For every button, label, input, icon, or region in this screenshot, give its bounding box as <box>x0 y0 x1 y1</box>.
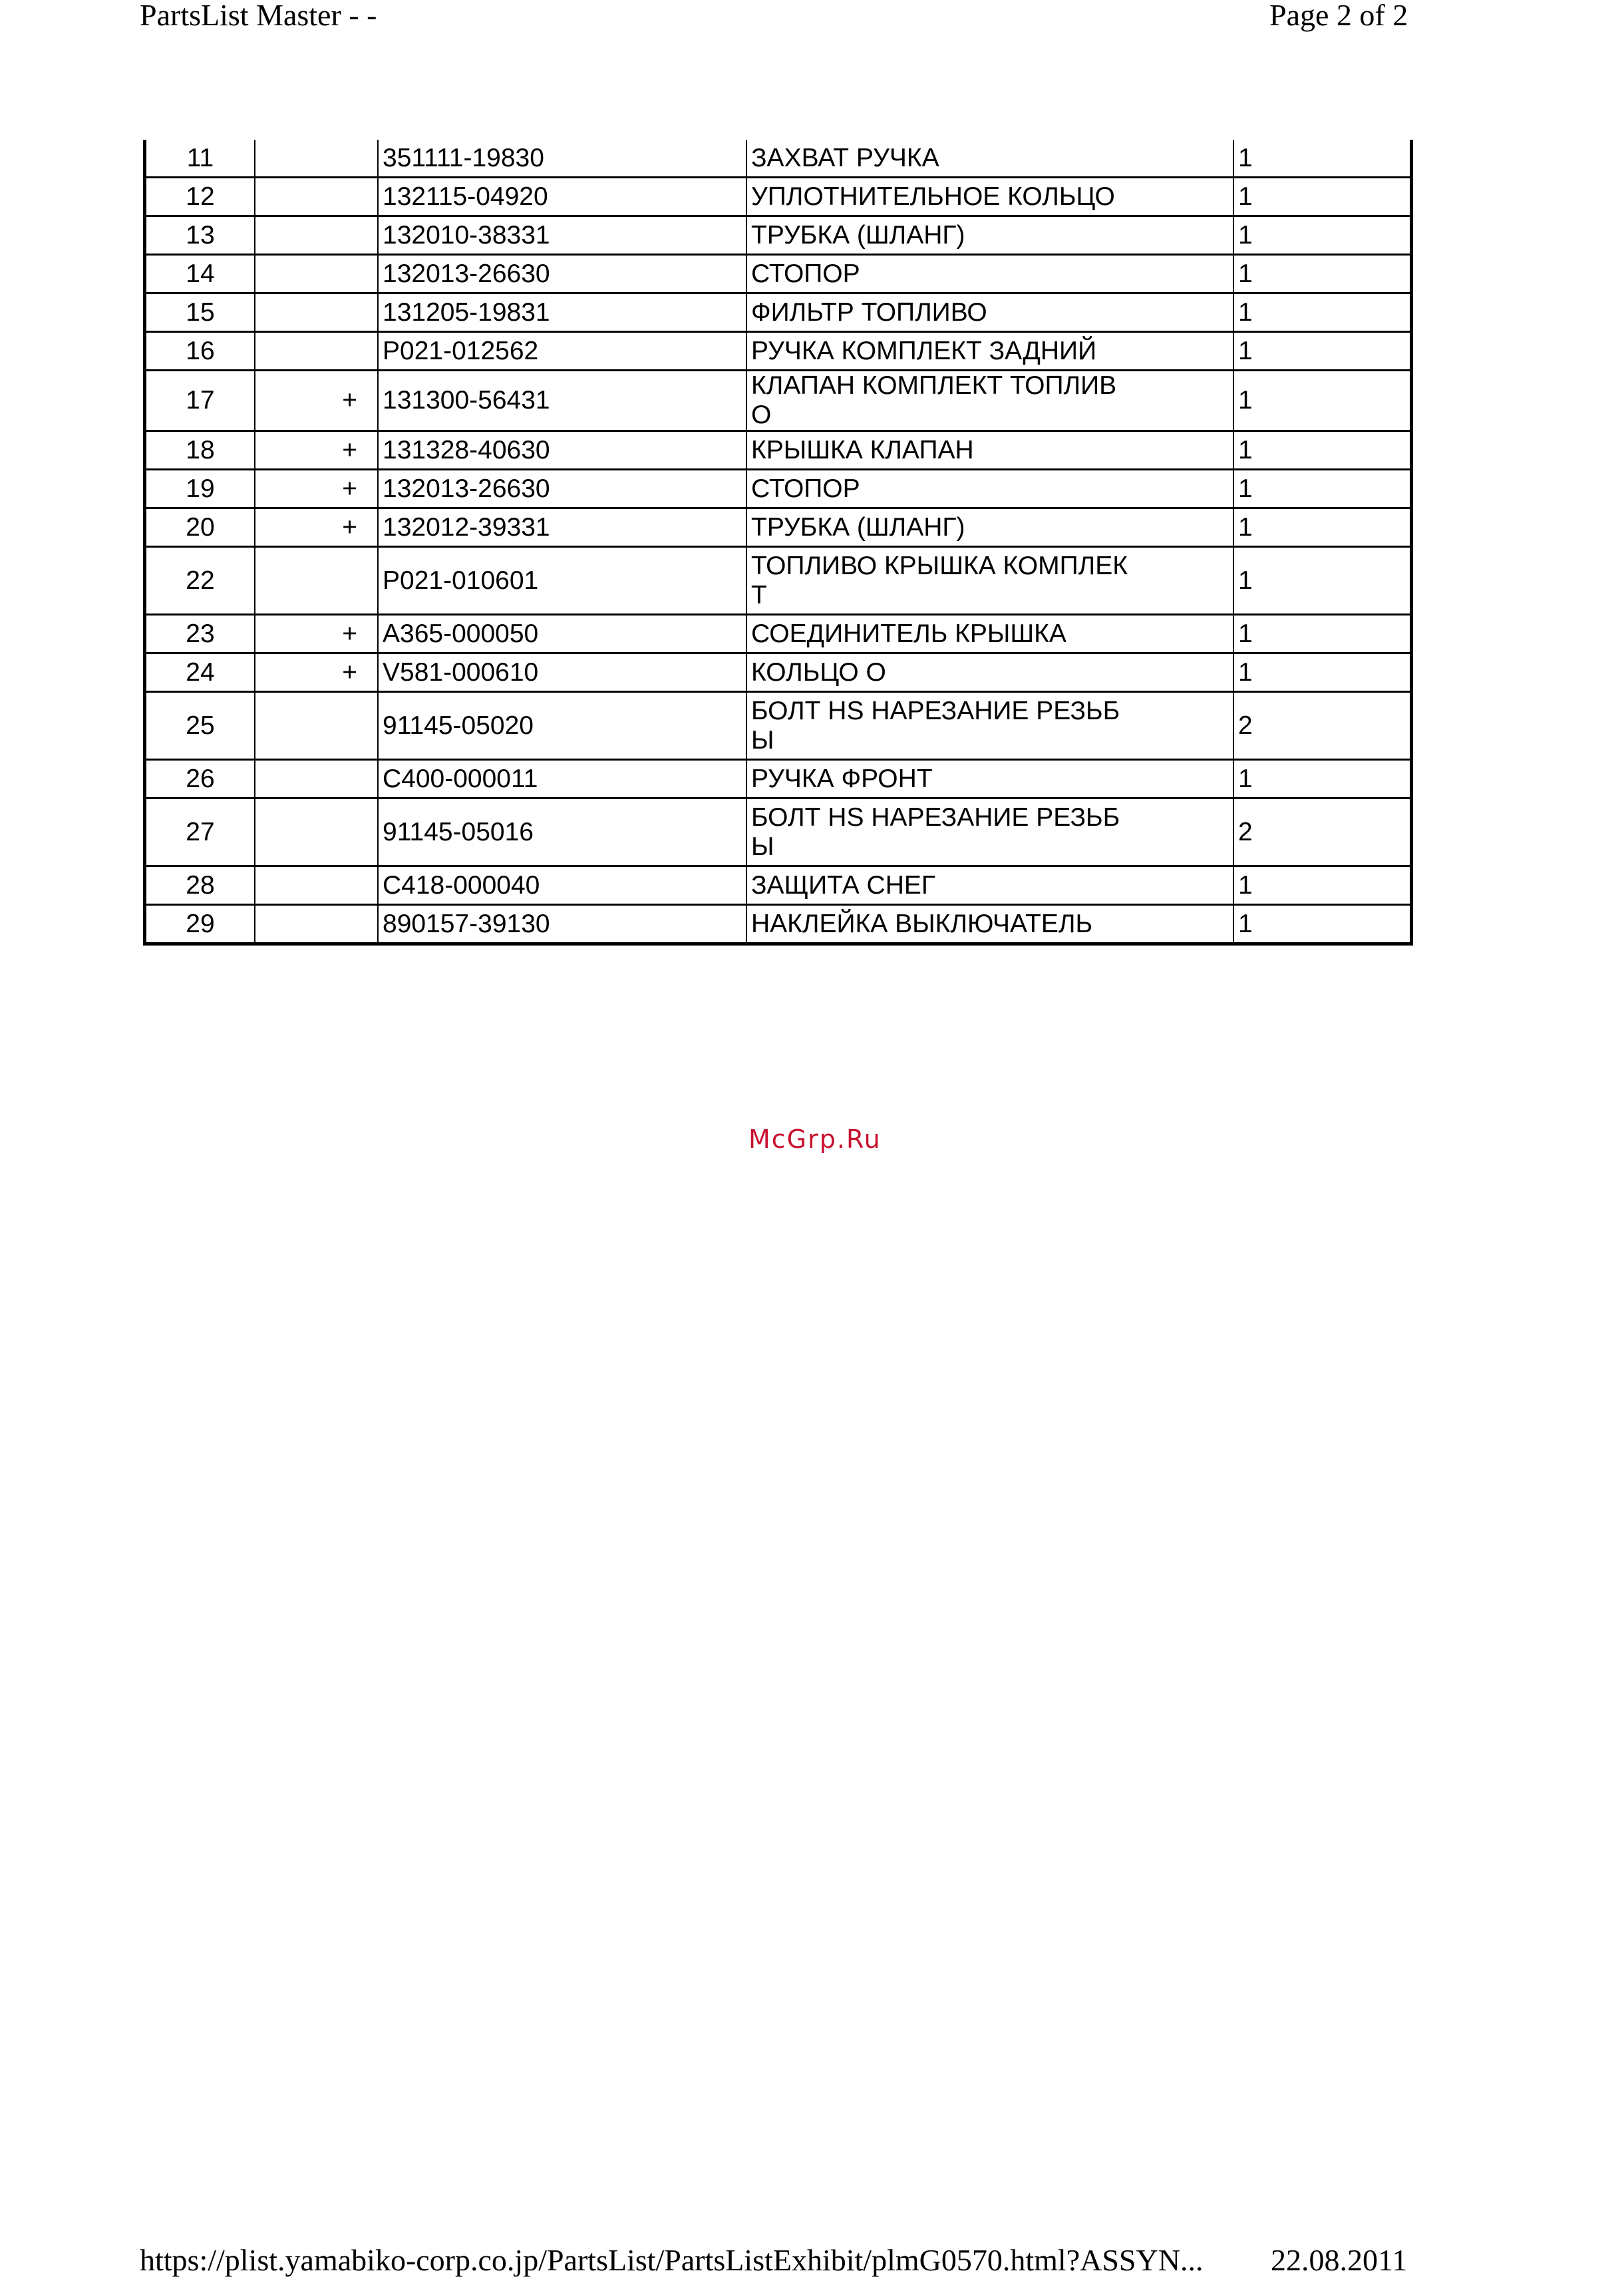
part-mark <box>255 178 378 216</box>
part-quantity: 1 <box>1233 508 1412 547</box>
part-name: КОЛЬЦО О <box>751 657 886 687</box>
part-name: КРЫШКА КЛАПАН <box>751 435 974 464</box>
part-code: P021-010601 <box>378 547 746 615</box>
part-code: 131328-40630 <box>378 431 746 470</box>
part-number: 23 <box>145 615 255 653</box>
table-row <box>145 798 1412 866</box>
part-code: 91145-05016 <box>378 798 746 866</box>
part-mark: + <box>255 371 378 431</box>
part-name: БОЛТ HS НАРЕЗАНИЕ РЕЗЬБЫ <box>751 696 1120 755</box>
part-quantity: 1 <box>1233 431 1412 470</box>
part-name: ЗАЩИТА СНЕГ <box>751 870 935 900</box>
part-code: 132013-26630 <box>378 255 746 293</box>
part-name: ФИЛЬТР ТОПЛИВО <box>751 297 987 327</box>
part-mark <box>255 692 378 760</box>
part-mark <box>255 760 378 798</box>
part-quantity: 1 <box>1233 905 1412 944</box>
part-code: P021-012562 <box>378 332 746 371</box>
footer-url: https://plist.yamabiko-corp.co.jp/PartsList/PartsListExhibit/plmG0570.html?ASSYN... <box>140 2243 1204 2277</box>
part-mark <box>255 255 378 293</box>
table-row <box>145 431 1412 470</box>
part-name-cell <box>746 866 1233 905</box>
part-number: 13 <box>145 216 255 255</box>
part-quantity: 1 <box>1233 293 1412 332</box>
part-quantity: 1 <box>1233 760 1412 798</box>
table-row <box>145 866 1412 905</box>
part-name-cell <box>746 332 1233 371</box>
footer-date: 22.08.2011 <box>1271 2243 1408 2277</box>
part-name-cell <box>746 508 1233 547</box>
part-name: СОЕДИНИТЕЛЬ КРЫШКА <box>751 619 1066 648</box>
part-number: 25 <box>145 692 255 760</box>
part-mark <box>255 293 378 332</box>
table-row <box>145 615 1412 653</box>
part-mark <box>255 798 378 866</box>
page-number: Page 2 of 2 <box>1269 0 1408 32</box>
part-name-cell <box>746 547 1233 615</box>
part-code: 890157-39130 <box>378 905 746 944</box>
part-name: ТРУБКА (ШЛАНГ) <box>751 220 965 250</box>
part-quantity: 1 <box>1233 615 1412 653</box>
part-name-cell <box>746 293 1233 332</box>
table-row <box>145 178 1412 216</box>
part-code: 132010-38331 <box>378 216 746 255</box>
table-row <box>145 332 1412 371</box>
part-number: 29 <box>145 905 255 944</box>
part-mark <box>255 866 378 905</box>
part-quantity: 2 <box>1233 692 1412 760</box>
table-row <box>145 760 1412 798</box>
part-name-cell <box>746 653 1233 692</box>
part-quantity: 1 <box>1233 178 1412 216</box>
part-name-cell <box>746 140 1233 178</box>
part-mark <box>255 140 378 178</box>
part-quantity: 1 <box>1233 547 1412 615</box>
part-name: БОЛТ HS НАРЕЗАНИЕ РЕЗЬБЫ <box>751 802 1120 861</box>
table-row <box>145 293 1412 332</box>
part-code: 132013-26630 <box>378 470 746 508</box>
part-code: 91145-05020 <box>378 692 746 760</box>
part-code: 131205-19831 <box>378 293 746 332</box>
part-quantity: 1 <box>1233 866 1412 905</box>
table-row <box>145 508 1412 547</box>
part-name-cell <box>746 431 1233 470</box>
table-row <box>145 653 1412 692</box>
part-number: 19 <box>145 470 255 508</box>
part-name-cell <box>746 798 1233 866</box>
part-number: 15 <box>145 293 255 332</box>
part-mark: + <box>255 615 378 653</box>
watermark: McGrp.Ru <box>748 1125 882 1154</box>
part-quantity: 1 <box>1233 140 1412 178</box>
part-number: 16 <box>145 332 255 371</box>
table-row <box>145 547 1412 615</box>
part-quantity: 1 <box>1233 371 1412 431</box>
part-name-cell <box>746 371 1233 431</box>
part-number: 17 <box>145 371 255 431</box>
part-mark: + <box>255 653 378 692</box>
table-row <box>145 470 1412 508</box>
part-quantity: 1 <box>1233 653 1412 692</box>
part-name: ЗАХВАТ РУЧКА <box>751 143 939 172</box>
table-row <box>145 692 1412 760</box>
part-name: СТОПОР <box>751 259 860 288</box>
part-name-cell <box>746 178 1233 216</box>
parts-table <box>143 140 1413 946</box>
part-code: 351111-19830 <box>378 140 746 178</box>
part-number: 24 <box>145 653 255 692</box>
part-name: РУЧКА КОМПЛЕКТ ЗАДНИЙ <box>751 336 1097 365</box>
part-number: 12 <box>145 178 255 216</box>
part-name: ТОПЛИВО КРЫШКА КОМПЛЕКТ <box>751 551 1128 610</box>
part-name: РУЧКА ФРОНТ <box>751 764 933 793</box>
part-code: 132012-39331 <box>378 508 746 547</box>
part-name-cell <box>746 255 1233 293</box>
part-name-cell <box>746 905 1233 944</box>
table-row <box>145 255 1412 293</box>
part-number: 27 <box>145 798 255 866</box>
part-quantity: 2 <box>1233 798 1412 866</box>
document-title: PartsList Master - - <box>140 0 377 32</box>
table-row <box>145 905 1412 944</box>
part-name: УПЛОТНИТЕЛЬНОЕ КОЛЬЦО <box>751 182 1115 211</box>
part-name-cell <box>746 470 1233 508</box>
part-number: 11 <box>145 140 255 178</box>
part-name: НАКЛЕЙКА ВЫКЛЮЧАТЕЛЬ <box>751 909 1093 938</box>
part-name: СТОПОР <box>751 474 860 503</box>
part-number: 26 <box>145 760 255 798</box>
table-row <box>145 140 1412 178</box>
part-name: КЛАПАН КОМПЛЕКТ ТОПЛИВО <box>751 371 1117 429</box>
part-number: 14 <box>145 255 255 293</box>
part-mark <box>255 216 378 255</box>
part-number: 18 <box>145 431 255 470</box>
part-name: ТРУБКА (ШЛАНГ) <box>751 512 965 542</box>
part-code: V581-000610 <box>378 653 746 692</box>
part-quantity: 1 <box>1233 332 1412 371</box>
part-code: C400-000011 <box>378 760 746 798</box>
part-code: A365-000050 <box>378 615 746 653</box>
part-quantity: 1 <box>1233 255 1412 293</box>
table-row <box>145 371 1412 431</box>
part-name-cell <box>746 692 1233 760</box>
part-code: 132115-04920 <box>378 178 746 216</box>
part-mark: + <box>255 470 378 508</box>
part-number: 28 <box>145 866 255 905</box>
part-number: 20 <box>145 508 255 547</box>
part-mark <box>255 547 378 615</box>
part-mark <box>255 332 378 371</box>
part-code: 131300-56431 <box>378 371 746 431</box>
table-row <box>145 216 1412 255</box>
part-mark: + <box>255 431 378 470</box>
part-name-cell <box>746 615 1233 653</box>
part-code: C418-000040 <box>378 866 746 905</box>
part-quantity: 1 <box>1233 470 1412 508</box>
part-number: 22 <box>145 547 255 615</box>
part-quantity: 1 <box>1233 216 1412 255</box>
part-name-cell <box>746 760 1233 798</box>
part-mark: + <box>255 508 378 547</box>
part-mark <box>255 905 378 944</box>
part-name-cell <box>746 216 1233 255</box>
